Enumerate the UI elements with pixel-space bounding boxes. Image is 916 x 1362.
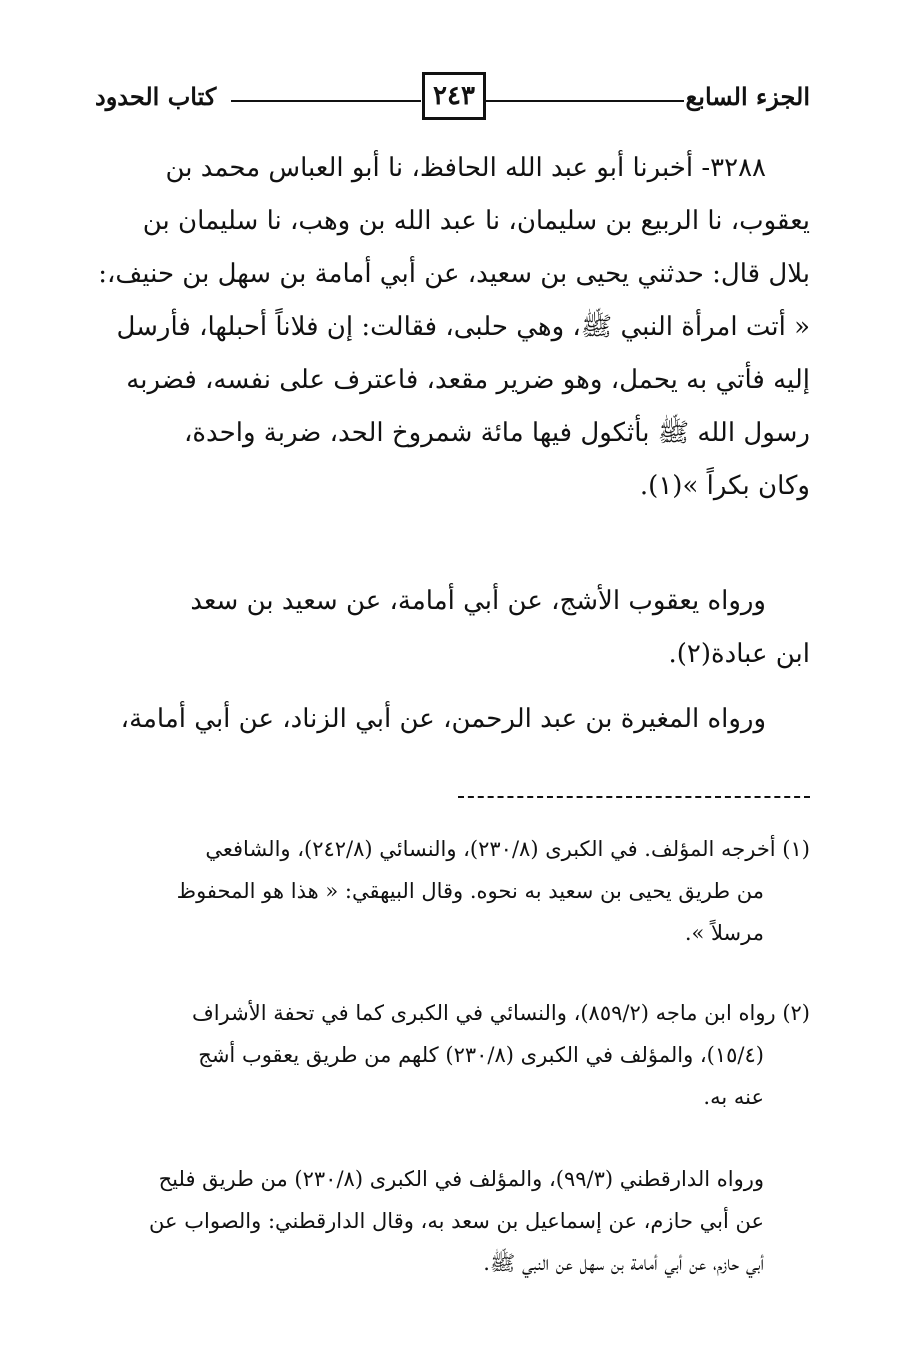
footnote-line: عنه به. <box>703 1085 764 1109</box>
chapter-title: كتاب الحدود <box>95 82 217 111</box>
footnote <box>96 992 810 1118</box>
footnote <box>96 828 810 954</box>
footnote-line: (١) أخرجه المؤلف. في الكبرى (٢٣٠/٨)، والنسائي (٢٤٢/٨)، والشافعي <box>205 837 810 861</box>
text-line: بلال قال: حدثني يحيى بن سعيد، عن أبي أمامة بن سهل بن حنيف،: <box>98 259 810 289</box>
page-header <box>95 70 810 128</box>
text-line: رسول الله ﷺ بأثكول فيها مائة شمروخ الحد، ضربة واحدة، <box>183 418 810 448</box>
header-rule-left <box>231 100 421 102</box>
hadith-paragraph <box>96 142 810 513</box>
footnote-line: من طريق يحيى بن سعيد به نحوه. وقال البيهقي: « هذا هو المحفوظ <box>176 879 764 903</box>
text-line: إليه فأتي به يحمل، وهو ضرير مقعد، فاعترف على نفسه، فضربه <box>126 365 810 395</box>
page-number: ٢٤٣ <box>422 72 486 120</box>
footnote-line: مرسلاً ». <box>684 921 764 945</box>
footnote-line: ورواه الدارقطني (٩٩/٣)، والمؤلف في الكبرى (٢٣٠/٨) من طريق فليح <box>158 1167 764 1191</box>
text-line: ورواه يعقوب الأشج، عن أبي أمامة، عن سعيد بن سعد <box>190 586 766 616</box>
text-line: ورواه المغيرة بن عبد الرحمن، عن أبي الزناد، عن أبي أمامة، <box>120 704 766 734</box>
text-line: يعقوب، نا الربيع بن سليمان، نا عبد الله بن وهب، نا سليمان بن <box>142 206 810 236</box>
text-line: ٣٢٨٨- أخبرنا أبو عبد الله الحافظ، نا أبو العباس محمد بن <box>165 153 766 183</box>
footnote-line: (٢) رواه ابن ماجه (٨٥٩/٢)، والنسائي في الكبرى كما في تحفة الأشراف <box>191 1001 810 1025</box>
text-line: ابن عبادة(٢). <box>668 639 810 669</box>
footnote-line: (١٥/٤)، والمؤلف في الكبرى (٢٣٠/٨) كلهم من طريق يعقوب أشج <box>198 1043 764 1067</box>
narration-paragraph <box>96 693 810 746</box>
footnote-line: عن أبي حازم، عن إسماعيل بن سعد به، وقال الدارقطني: والصواب عن <box>149 1209 764 1233</box>
narration-paragraph <box>96 575 810 681</box>
footnote-separator <box>458 796 810 798</box>
header-rule-right <box>483 100 684 102</box>
footnote <box>96 1158 810 1284</box>
text-line: وكان بكراً »(١). <box>639 471 810 501</box>
volume-title: الجزء السابع <box>685 82 810 111</box>
text-line: « أتت امرأة النبي ﷺ، وهي حلبى، فقالت: إن فلاناً أحبلها، فأرسل <box>116 312 810 342</box>
footnote-line: أبي حازم، عن أبي أمامة بن سهل عن النبي ﷺ. <box>483 1251 764 1275</box>
